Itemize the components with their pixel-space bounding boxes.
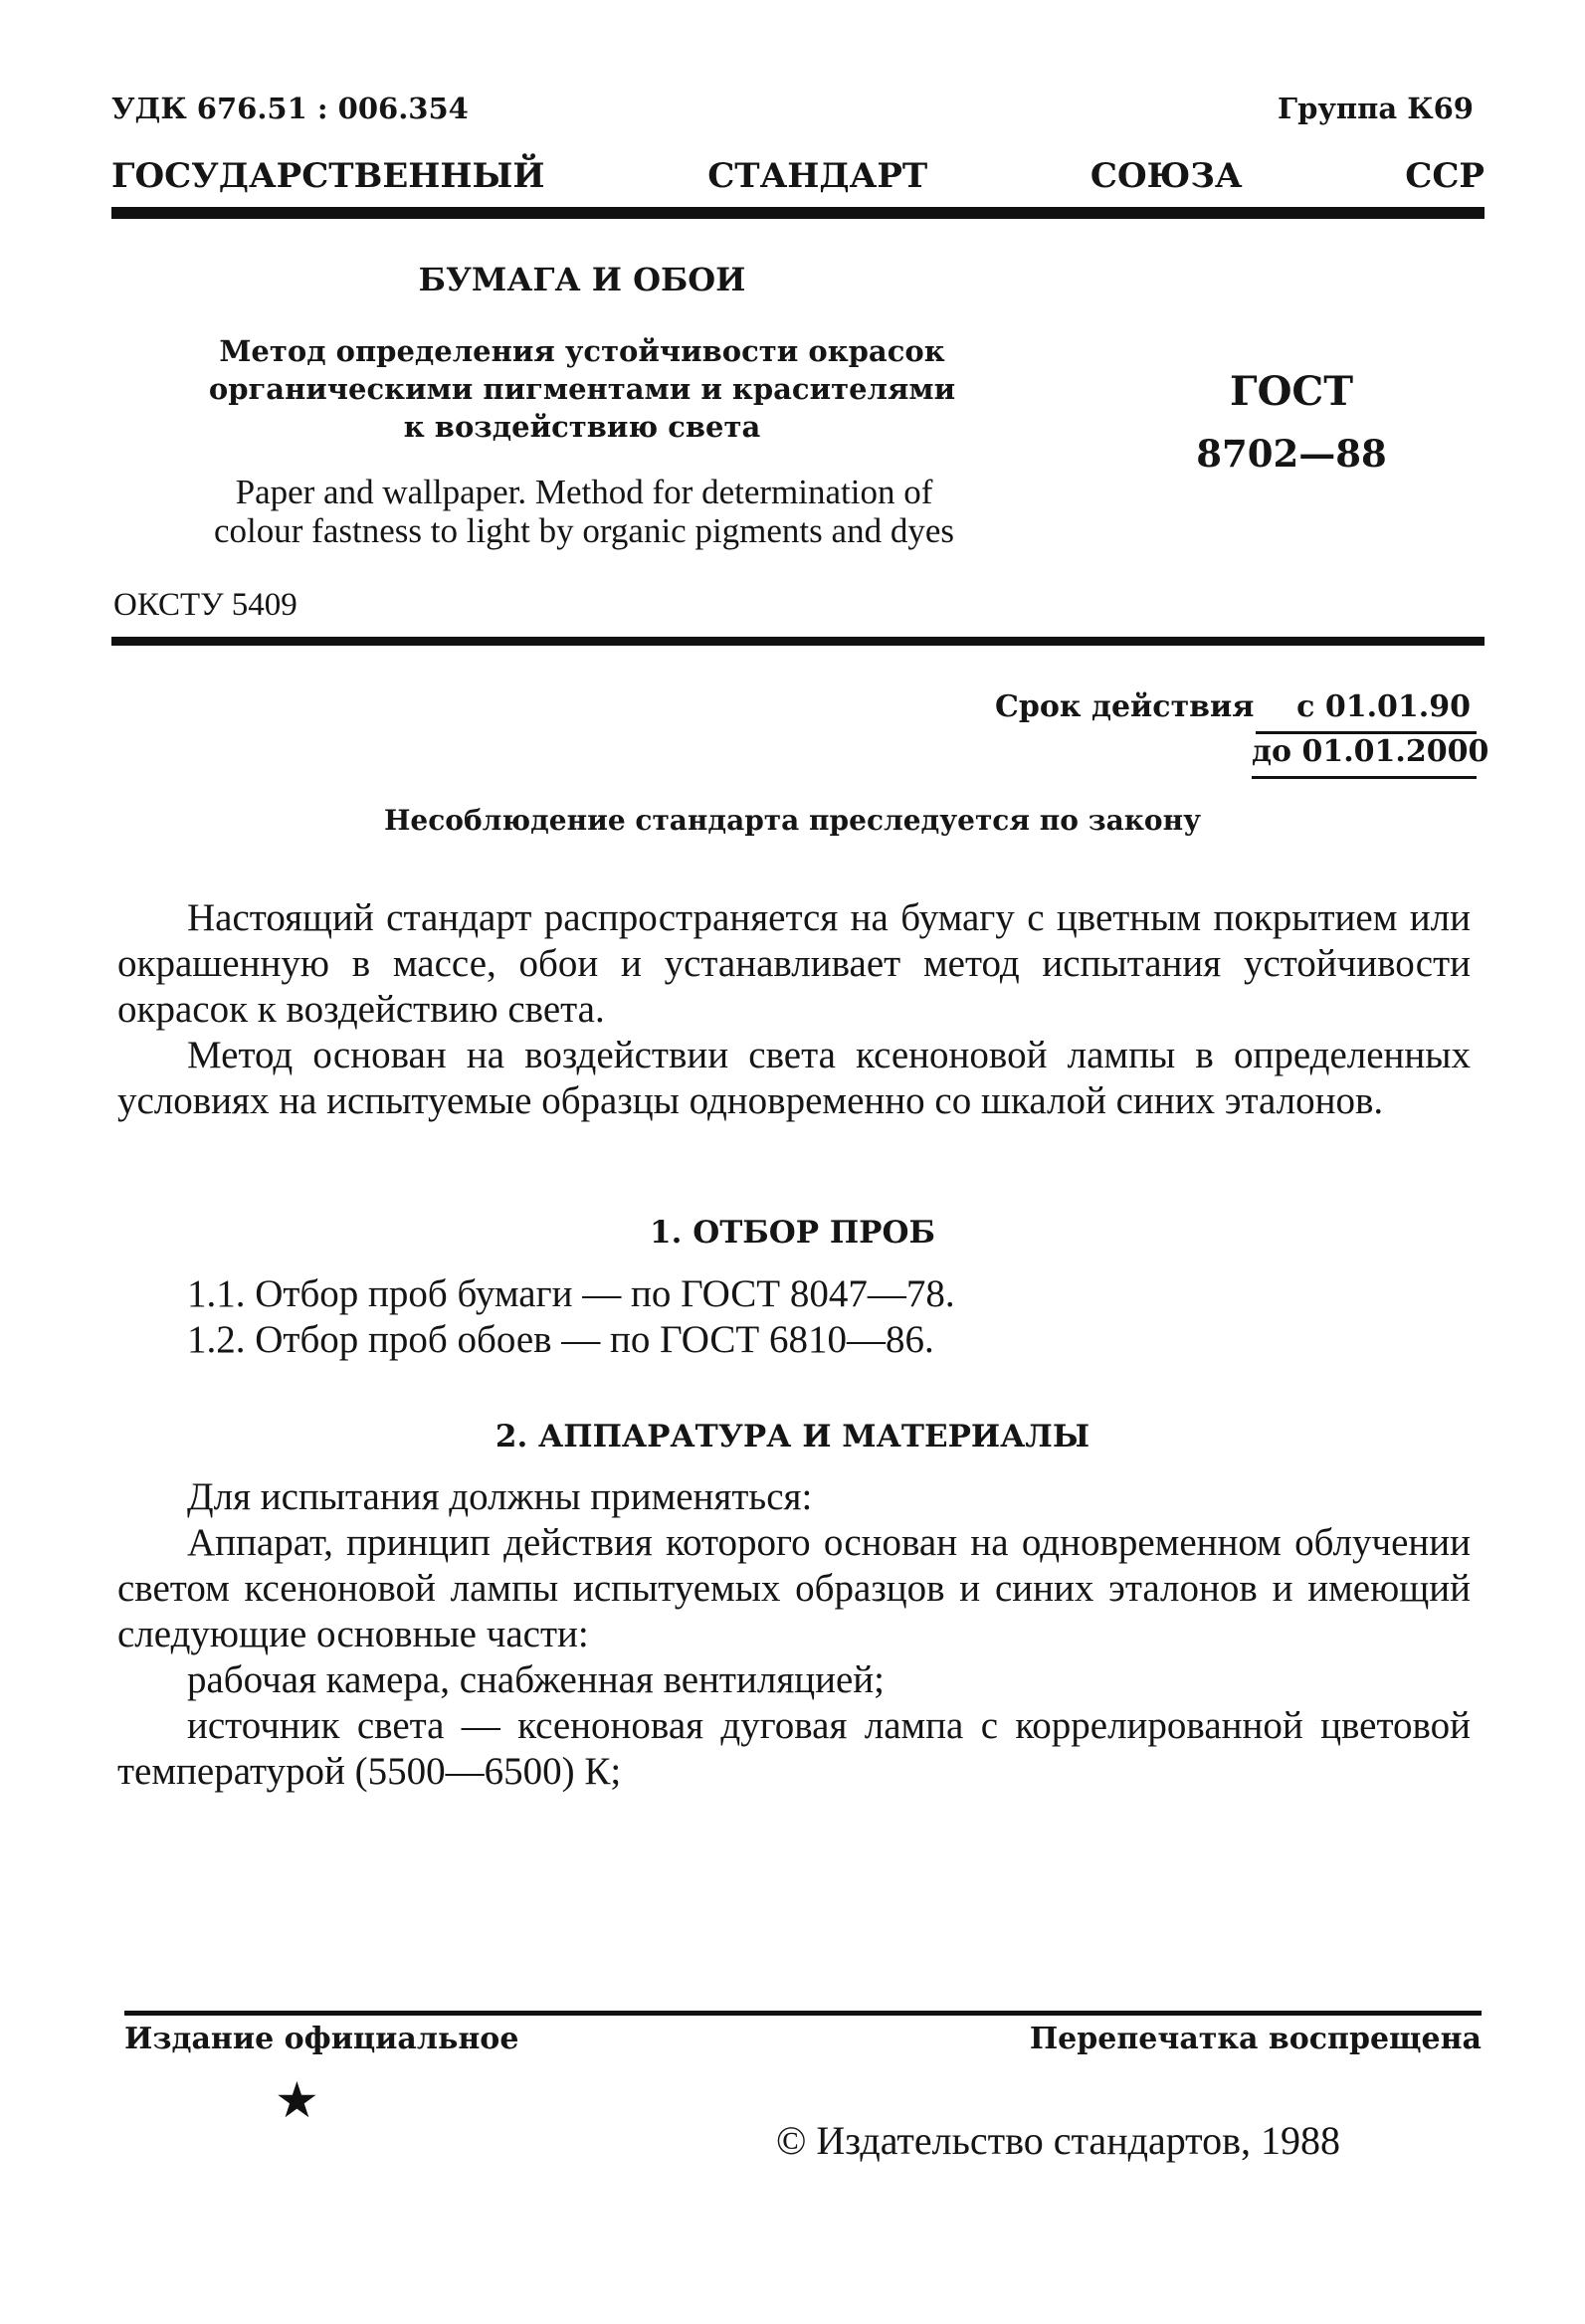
section-2-paragraph: рабочая камера, снабженная вентиляцией; <box>187 1658 886 1701</box>
validity-to-underline <box>1252 776 1477 779</box>
header-thick-rule <box>111 207 1485 219</box>
title-block-rule <box>111 637 1485 646</box>
section-2-text <box>117 1474 1471 1795</box>
english-title-line: Paper and wallpaper. Method for determination of <box>235 473 933 511</box>
section-2-paragraph: источник света — ксеноновая дуговая лампа с коррелированной цветовой температурой (5500—6500) К; <box>117 1704 1471 1793</box>
star-icon: ★ <box>275 2072 319 2128</box>
validity-label: Срок действия <box>995 689 1255 724</box>
english-title-line: colour fastness to light by organic pigments and dyes <box>214 511 954 550</box>
validity-from: с 01.01.90 <box>1296 689 1471 724</box>
intro-paragraph: Метод основан на воздействии света ксеноновой лампы в определенных условиях на испытуемые образцы одновременно со шкалой синих эталонов. <box>117 1034 1471 1122</box>
gost-label: ГОСТ <box>1229 368 1354 415</box>
reprint-prohibited: Перепечатка воспрещена <box>1029 2022 1482 2056</box>
document-title: БУМАГА И ОБОИ <box>418 261 746 298</box>
document-subtitle <box>109 332 1055 446</box>
section-2-lead: Для испытания должны применяться: <box>187 1475 813 1518</box>
okstu-code: ОКСТУ 5409 <box>113 587 297 623</box>
list-item: 1.1. Отбор проб бумаги — по ГОСТ 8047—78. <box>187 1272 955 1315</box>
gost-number: 8702—88 <box>1196 432 1387 476</box>
section-1-items <box>117 1271 1471 1363</box>
state-standard-banner: ГОСУДАРСТВЕННЫЙ СТАНДАРТ СОЮЗА ССР <box>111 156 1485 196</box>
intro-paragraph: Настоящий стандарт распространяется на бумагу с цветным покрытием или окрашенную в массе, обои и устанавливает метод испытания устойчивости окрасок к воздействию света. <box>117 896 1471 1031</box>
section-1-heading: 1. ОТБОР ПРОБ <box>650 1215 935 1251</box>
subtitle-line: органическими пигментами и красителями <box>208 372 956 406</box>
subtitle-line: к воздействию света <box>403 410 761 444</box>
legal-notice: Несоблюдение стандарта преследуется по закону <box>383 804 1202 837</box>
official-edition: Издание официальное <box>124 2022 519 2056</box>
footer-rule <box>124 2011 1482 2016</box>
english-title <box>111 473 1057 550</box>
section-2-paragraph: Аппарат, принцип действия которого основан на одновременном облучении светом ксеноновой лампы испытуемых образцов и синих эталонов и имеющий следующие основные части: <box>117 1521 1471 1655</box>
copyright-line: © Издательство стандартов, 1988 <box>776 2118 1341 2163</box>
list-item: 1.2. Отбор проб обоев — по ГОСТ 6810—86. <box>187 1318 934 1361</box>
validity-to: до 01.01.2000 <box>1252 734 1489 769</box>
group-code: Группа К69 <box>1278 92 1474 125</box>
subtitle-line: Метод определения устойчивости окрасок <box>219 334 945 368</box>
udk-code: УДК 676.51 : 006.354 <box>111 92 469 125</box>
section-2-heading: 2. АППАРАТУРА И МАТЕРИАЛЫ <box>495 1419 1090 1454</box>
intro-text <box>117 895 1471 1124</box>
